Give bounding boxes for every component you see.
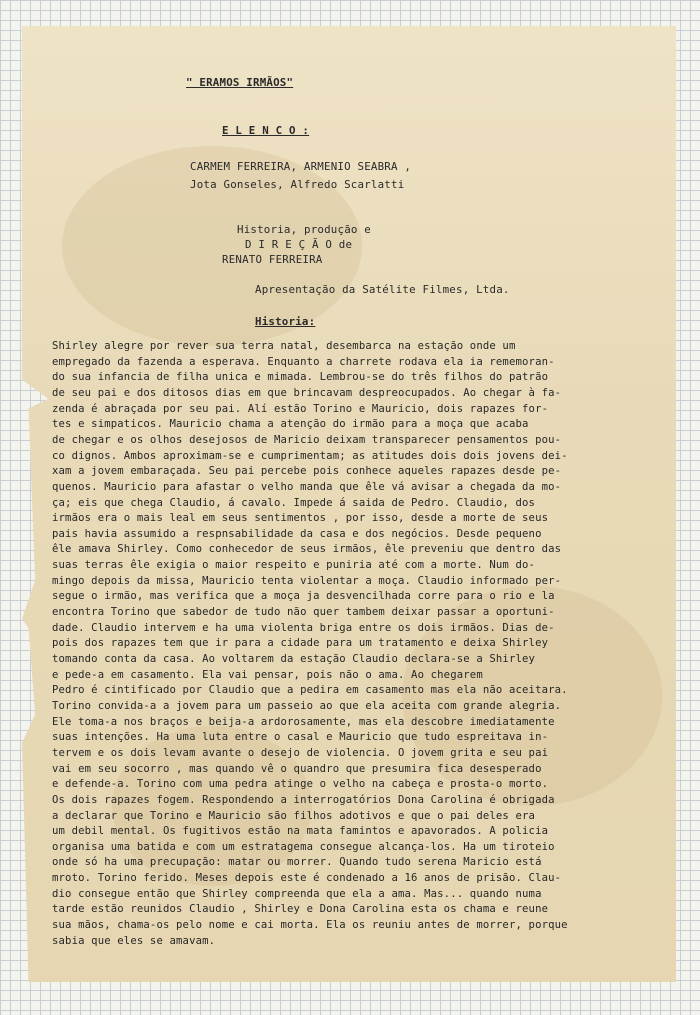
story-line: tarde estão reunidos Claudio , Shirley e Dona Carolina esta os chama e reune [52,903,549,916]
story-line: organisa uma batida e com um estratagema consegue alcança-los. Ha um tiroteio [52,840,555,853]
story-line: dade. Claudio intervem e ha uma violenta briga entre os dois irmãos. Dias de- [52,621,555,634]
story-line: pais havia assumido a respnsabilidade da casa e dos negócios. Desde pequeno [52,527,542,540]
story-line: suas intenções. Ha uma luta entre o casal e Mauricio que tudo espreitava in- [52,731,549,744]
story-line: empregado da fazenda a esperava. Enquanto a charrete rodava ela ia rememoran- [52,355,555,368]
story-line: Pedro é cintificado por Claudio que a pedira em casamento mas ela não aceitara. [52,684,568,697]
story-line: tomando conta da casa. Ao voltarem da estação Claudio declara-se a Shirley [52,653,536,665]
cast-line: CARMEM FERREIRA, ARMENIO SEABRA , [190,160,412,173]
story-line: Torino convida-a a jovem para um passeio ao que ela aceita com grande alegria. [52,699,562,712]
credits-line: RENATO FERREIRA [222,253,323,266]
document-title: " ERAMOS IRMÃOS" [186,76,294,89]
cast-line: Jota Gonseles, Alfredo Scarlatti [190,178,405,191]
story-line: a declarar que Torino e Mauricio são filhos adotivos e que o pai deles era [52,809,536,822]
story-line: de seu pai e dos ditosos dias em que brincavam despreocupados. Ao chegar à fa- [52,386,562,399]
story-line: e defende-a. Torino com uma pedra atinge o velho na cabeça e prosta-o morto. [52,778,549,791]
credits-line: Historia, produção e [237,223,372,236]
elenco-heading: E L E N C O : [222,124,310,137]
story-line: Ele toma-a nos braços e beija-a ardorosamente, mas ela descobre imediatamente [52,715,555,728]
story-line: quenos. Mauricio para afastar o velho manda que êle vá avisar a chegada da mo- [52,480,562,493]
story-line: encontra Torino que sabedor de tudo não quer tambem deixar passar a oportuni- [52,606,555,619]
story-line: segue o irmão, mas verifica que a moça ja desvencilhada corre para o rio e la [52,590,555,603]
story-line: pois dos rapazes tem que ir para a cidade para um tratamento e deixa Shirley [52,637,549,650]
credits-line: D I R E Ç Ã O de [245,238,353,251]
story-line: sabia que eles se amavam. [52,934,216,947]
story-line: êle amava Shirley. Como conhecedor de seus irmãos, êle preveniu que dentro das [52,543,562,556]
presentation-line: Apresentação da Satélite Filmes, Ltda. [255,283,510,296]
historia-heading: Historia: [255,315,316,328]
story-line: tervem e os dois levam avante o desejo de violencia. O jovem grita e seu pai [52,746,549,759]
story-line: vai em seu socorro , mas quando vê o quandro que presumira fica desesperado [52,762,542,775]
story-line: ça; eis que chega Claudio, á cavalo. Impede á saida de Pedro. Claudio, dos [52,496,536,509]
story-line: mroto. Torino ferido. Meses depois este é condenado a 16 anos de prisão. Clau- [52,872,562,885]
story-line: sua mãos, chama-os pelo nome e cai morta. Ela os reuniu antes de morrer, porque [52,919,568,932]
story-line: mingo depois da missa, Mauricio tenta violentar a moça. Claudio informado per- [52,574,562,587]
story-line: tes e simpaticos. Mauricio chama a atenção do irmão para a moça que acaba [52,418,529,431]
story-line: um debil mental. Os fugitivos estão na mata famintos e apavorados. A policia [52,825,549,838]
story-line: onde só ha uma precupação: matar ou morrer. Quando tudo serena Maricio está [52,856,542,869]
story-line: dio consegue então que Shirley compreenda que ela a ama. Mas... quando numa [52,887,542,900]
story-line: irmãos era o mais leal em seus sentimentos , por isso, desde a morte de seus [52,512,549,525]
story-line: do sua infancia de filha unica e mimada. Lembrou-se do três filhos do patrão [52,371,549,384]
story-line: Os dois rapazes fogem. Respondendo a interrogatórios Dona Carolina é obrigada [52,793,555,806]
story-line: Shirley alegre por rever sua terra natal, desembarca na estação onde um [52,340,516,352]
story-line: de chegar e os olhos desejosos de Maricio deixam transparecer pensamentos pou- [52,433,562,446]
story-line: e pede-a em casamento. Ela vai pensar, pois não o ama. Ao chegarem [52,668,483,681]
story-line: suas terras êle exigia o maior respeito e puniria até com a morte. Num do- [52,559,536,572]
story-line: xam a jovem embaraçada. Seu pai percebe pois conhece aqueles rapazes desde pe- [52,465,562,478]
story-line: zenda é abraçada por seu pai. Alí estão Torino e Mauricio, dois rapazes for- [52,402,549,415]
story-line: co dignos. Ambos aproximam-se e cumprimentam; as atitudes dois dois jovens dei- [52,449,568,462]
